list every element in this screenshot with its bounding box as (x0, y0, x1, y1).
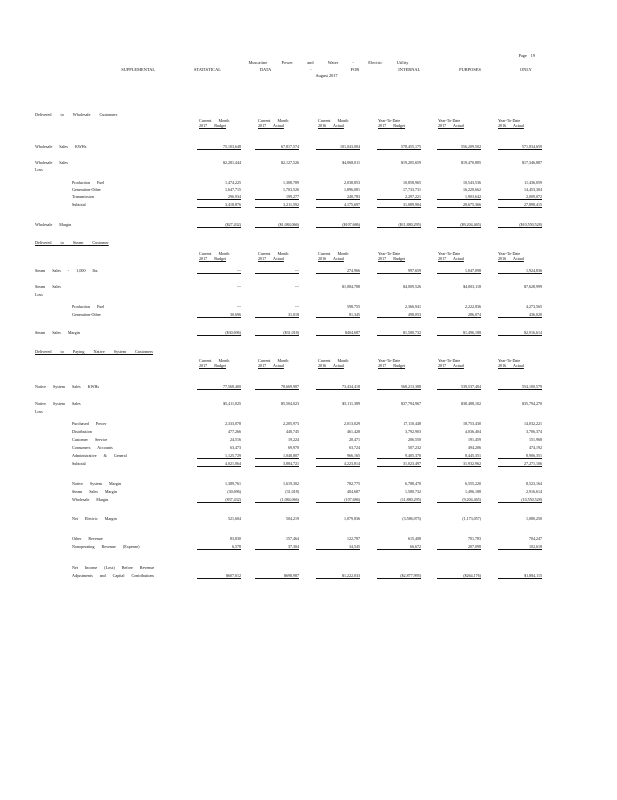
row-value: 1,703,526 (283, 187, 299, 192)
table-row (0, 536, 617, 544)
row-value: --- (295, 304, 299, 309)
row-value: 34,545 (316, 544, 360, 550)
row-value: --- (197, 268, 241, 274)
row-value: $1,496,188 (437, 330, 481, 336)
column-header (318, 118, 358, 129)
row-value: 31,089,904 (377, 202, 421, 208)
row-value: (1,084,066) (255, 497, 299, 503)
column-header (438, 251, 478, 262)
row-value: $2,127,526 (281, 160, 299, 165)
row-label: Subtotal (72, 202, 86, 207)
row-label: Steam Sales (35, 284, 61, 289)
row-value: --- (237, 304, 241, 309)
loss-label: Loss (35, 409, 43, 414)
row-value: 997,659 (377, 268, 421, 274)
row-value: 24,516 (230, 437, 241, 442)
row-value: 67,817,574 (255, 144, 299, 150)
row-value: 701,783 (468, 536, 481, 541)
row-value: 3,706,374 (526, 429, 542, 434)
row-value: 3,792,903 (405, 429, 421, 434)
row-label: Subtotal (72, 461, 86, 466)
row-value: 14,453,304 (524, 187, 542, 192)
row-label: Adjustments and Capital Contributions (72, 573, 155, 578)
column-header (258, 358, 298, 369)
row-value: 1,047,098 (437, 268, 481, 274)
column-header-line2: 2016 Actual (498, 123, 524, 129)
row-value: 507,232 (408, 445, 421, 450)
row-value: $5,111,389 (342, 401, 360, 406)
column-header-line2: 2017 Budget (199, 363, 227, 369)
row-value: 1,079,836 (344, 516, 360, 521)
row-value: $7,628,999 (524, 284, 542, 289)
row-value: 6,578 (197, 544, 241, 550)
row-value: 122,787 (347, 536, 360, 541)
row-value: 1,474,225 (225, 180, 241, 185)
table-row (0, 437, 617, 445)
table-row (0, 401, 617, 409)
section-native-title: Delivered to Paying Native System Customers (35, 349, 154, 354)
row-label: Distribution (72, 429, 92, 434)
row-label: Steam Sales - 1,000 lbs. (35, 268, 99, 273)
row-value: $404,687 (316, 330, 360, 336)
row-value: $4,009,526 (403, 284, 421, 289)
row-value: 1,647,715 (225, 187, 241, 192)
column-header (378, 251, 418, 262)
header-date: August 2017 (315, 73, 338, 79)
column-header (438, 358, 478, 369)
table-row (0, 304, 617, 312)
row-value: 539,537,404 (437, 384, 481, 390)
row-value: (3,586,075) (402, 516, 421, 521)
row-value: 27,898,415 (498, 202, 542, 208)
row-value: 598,755 (347, 304, 360, 309)
column-header (258, 251, 298, 262)
row-value: 4,273,565 (526, 304, 542, 309)
column-header-line2: 2017 Budget (199, 256, 227, 262)
net-income-label-line1: Net Income (Loss) Before Revenue (72, 565, 155, 570)
column-header-line1: Year-To-Date (498, 358, 521, 363)
row-value: 274,966 (316, 268, 360, 274)
row-value: 504,219 (286, 516, 299, 521)
row-value: 240,783 (316, 194, 360, 200)
row-value: 191,459 (468, 437, 481, 442)
row-value: 30,696 (197, 312, 241, 318)
row-value: 69,970 (288, 445, 299, 450)
header-title: SUPPLEMENTAL STATISTICAL DATA - FOR INTERNAL PURPOSES ONLY (121, 66, 532, 72)
row-value: 102,618 (498, 544, 542, 550)
row-value: 1,903,642 (437, 194, 481, 200)
page-number: Page 19 (518, 53, 535, 58)
column-header-line2: 2017 Budget (378, 363, 406, 369)
row-value: 1,125,729 (197, 453, 241, 459)
row-value: 966,165 (316, 453, 360, 459)
row-value: --- (295, 284, 299, 289)
row-value: 568,213,388 (377, 384, 421, 390)
row-label: Generation-Other (72, 312, 101, 317)
column-header-line2: 2017 Budget (378, 123, 406, 129)
row-value: 78,669,987 (255, 384, 299, 390)
row-label: Native System Sales KWHs (35, 384, 100, 389)
section-steam-title: Delivered to Steam Customer (35, 240, 109, 245)
table-row (0, 497, 617, 505)
row-value: 18,753,430 (463, 421, 481, 426)
table-row (0, 330, 617, 338)
row-value: $2,281,444 (223, 160, 241, 165)
row-value: 157,464 (286, 536, 299, 541)
table-row (0, 160, 617, 168)
row-value: 440,745 (286, 429, 299, 434)
row-value: 2,013,029 (344, 421, 360, 426)
table-row (0, 222, 617, 230)
row-label: Transmission (72, 194, 94, 199)
row-value: (837,432) (197, 497, 241, 503)
column-header-line2: 2016 Actual (498, 363, 524, 369)
row-label: Net Electric Margin (72, 516, 117, 521)
row-value: 75,103,648 (197, 144, 241, 150)
row-value: 199,277 (255, 194, 299, 200)
row-value: 16,220,662 (463, 187, 481, 192)
row-value: 151,968 (529, 437, 542, 442)
row-value: 81,345 (316, 312, 360, 318)
column-header (199, 251, 239, 262)
column-header (199, 358, 239, 369)
row-value: $38,488,102 (461, 401, 481, 406)
row-value: $4,003,118 (463, 284, 481, 289)
row-label: Wholesale Sales KWHs (35, 144, 87, 149)
row-value: 6,788,470 (405, 481, 421, 486)
row-label: Production Fuel (72, 304, 105, 309)
row-value: 1,580,732 (405, 489, 421, 494)
row-label: Native System Margin (72, 481, 121, 486)
table-row (0, 453, 617, 461)
row-label: Native System Sales (35, 401, 81, 406)
column-header-line1: Current Month (199, 251, 230, 256)
row-value: 31,023,497 (377, 461, 421, 467)
row-value: 404,687 (347, 489, 360, 494)
row-value: 2,333,078 (225, 421, 241, 426)
row-value: 1,308,789 (283, 180, 299, 185)
section-wholesale-title: Delivered to Wholesale Customers (35, 112, 118, 117)
row-value: 554,100,579 (498, 384, 542, 390)
column-header-line2: 2017 Actual (258, 123, 284, 129)
column-header-line1: Current Month (318, 358, 349, 363)
row-value: 27,271,106 (498, 461, 542, 467)
table-row (0, 429, 617, 437)
row-value: (11,880,295) (377, 497, 421, 503)
table-row (0, 194, 617, 202)
column-header (438, 118, 478, 129)
row-value: 63,724 (349, 445, 360, 450)
row-label: Wholesale Margin (72, 497, 109, 502)
column-header-line1: Current Month (258, 251, 289, 256)
row-value: 2,297,221 (377, 194, 421, 200)
row-value: 2,222,836 (465, 304, 481, 309)
row-label: Consumers Accounts (72, 445, 113, 450)
row-value: 66,672 (377, 544, 421, 550)
row-value: $1,884,115 (498, 573, 542, 579)
row-value: 782,775 (347, 481, 360, 486)
row-value: 2,038,853 (344, 180, 360, 185)
column-header (199, 118, 239, 129)
row-value: 704,247 (529, 536, 542, 541)
row-value: 206,550 (408, 437, 421, 442)
column-header (498, 118, 538, 129)
row-value: 556,209,502 (437, 144, 481, 150)
column-header-line2: 2017 Actual (258, 256, 284, 262)
row-value: (10,550,528) (498, 497, 542, 503)
row-value: $17,346,887 (522, 160, 542, 165)
row-value: 477,266 (228, 429, 241, 434)
column-header-line2: 2016 Actual (318, 256, 344, 262)
report-header (0, 60, 617, 80)
row-value: $1,580,732 (377, 330, 421, 336)
column-header-line1: Current Month (258, 358, 289, 363)
row-value: ($2,877,995) (377, 573, 421, 579)
row-value: $1,084,788 (342, 284, 360, 289)
row-value: ($10,550,528) (498, 222, 542, 228)
loss-label: Loss (35, 292, 43, 297)
row-label: Administrative & General (72, 453, 127, 458)
row-value: 28,675,366 (437, 202, 481, 208)
table-row (0, 445, 617, 453)
row-value: 615,408 (408, 536, 421, 541)
row-value: ($31,018) (255, 330, 299, 336)
table-row (0, 312, 617, 320)
row-label: Nonoperating Revenue (Expense) (72, 544, 140, 549)
row-label: Wholesale Margin (35, 222, 72, 227)
column-header (318, 358, 358, 369)
row-value: ($30,696) (197, 330, 241, 336)
row-value: 20,471 (349, 437, 360, 442)
column-header (378, 118, 418, 129)
column-header-line1: Year-To-Date (378, 118, 401, 123)
row-value: 521,604 (228, 516, 241, 521)
row-value: 77,568,400 (197, 384, 241, 390)
row-value: ($1,084,066) (255, 222, 299, 228)
table-row (0, 516, 617, 524)
column-header-line1: Year-To-Date (438, 118, 461, 123)
row-value: 2,366,941 (405, 304, 421, 309)
row-value: ($107,686) (316, 222, 360, 228)
row-label: Production Fuel (72, 180, 105, 185)
row-value: 10,543,536 (463, 180, 481, 185)
row-value: 1,040,807 (255, 453, 299, 459)
table-row (0, 421, 617, 429)
table-row (0, 144, 617, 152)
row-value: 63,473 (230, 445, 241, 450)
row-value: 4,036,404 (465, 429, 481, 434)
column-header-line1: Current Month (318, 251, 349, 256)
table-row (0, 268, 617, 276)
row-value: $1,222,033 (316, 573, 360, 579)
table-row (0, 489, 617, 497)
row-label: Customer Service (72, 437, 108, 442)
row-value: 31,932,962 (437, 461, 481, 467)
row-value: 19,224 (288, 437, 299, 442)
row-value: 3,884,721 (255, 461, 299, 467)
row-value: (31,018) (285, 489, 299, 494)
row-value: 436,020 (498, 312, 542, 318)
column-header-line2: 2017 Actual (258, 363, 284, 369)
row-value: 1,896,081 (344, 187, 360, 192)
table-row (0, 544, 617, 552)
row-value: $35,794,270 (522, 401, 542, 406)
row-value: 207,098 (437, 544, 481, 550)
column-header-line2: 2016 Actual (498, 256, 524, 262)
row-value: $5,411,025 (223, 401, 241, 406)
column-header-line2: 2016 Actual (318, 123, 344, 129)
column-header (318, 251, 358, 262)
row-value: $2,916,614 (498, 330, 542, 336)
column-header-line1: Current Month (199, 358, 230, 363)
row-label: Steam Sales Margin (35, 330, 80, 335)
row-value: --- (255, 268, 299, 274)
row-value: 11,436,059 (524, 180, 542, 185)
row-value: 2,205,973 (283, 421, 299, 426)
column-header-line2: 2017 Actual (438, 256, 464, 262)
column-header-line2: 2016 Actual (318, 363, 344, 369)
column-header-line1: Year-To-Date (498, 118, 521, 123)
row-value: 296,934 (197, 194, 241, 200)
column-header-line2: 2017 Budget (378, 256, 406, 262)
row-value: 4,021,064 (197, 461, 241, 467)
row-value: 10,858,965 (403, 180, 421, 185)
row-label: Purchased Power (72, 421, 107, 426)
row-value: 461,428 (347, 429, 360, 434)
row-value: 17,733,731 (403, 187, 421, 192)
loss-label: Loss (35, 167, 43, 172)
row-value: 8,906,351 (498, 453, 542, 459)
column-header-line1: Year-To-Date (438, 251, 461, 256)
row-value: 9,405,370 (377, 453, 421, 459)
row-value: 2,009,072 (498, 194, 542, 200)
row-value: 101,043,004 (316, 144, 360, 150)
row-value: 83,830 (230, 536, 241, 541)
column-header-line1: Year-To-Date (438, 358, 461, 363)
row-value: (1,173,057) (462, 516, 481, 521)
row-value: $37,794,967 (401, 401, 421, 406)
row-value: ($9,204,465) (437, 222, 481, 228)
row-value: $607,012 (197, 573, 241, 579)
row-value: 1,496,188 (465, 489, 481, 494)
column-header-line2: 2017 Budget (199, 123, 227, 129)
table-row (0, 384, 617, 392)
column-header-line2: 2017 Actual (438, 363, 464, 369)
row-value: $4,068,011 (342, 160, 360, 165)
row-value: 6,555,220 (465, 481, 481, 486)
row-value: 37,304 (255, 544, 299, 550)
row-label: Steam Sales Margin (72, 489, 117, 494)
table-row (0, 461, 617, 469)
row-value: 498,053 (377, 312, 421, 318)
table-row (0, 202, 617, 210)
row-value: 8,445,351 (437, 453, 481, 459)
row-value: 1,924,836 (498, 268, 542, 274)
row-value: ($11,880,295) (377, 222, 421, 228)
row-value: 31,018 (255, 312, 299, 318)
row-value: 1,080,250 (526, 516, 542, 521)
row-label: Wholesale Sales (35, 160, 68, 165)
row-value: ($27,432) (197, 222, 241, 228)
row-value: 73,434,418 (316, 384, 360, 390)
row-value: $19,205,659 (401, 160, 421, 165)
row-value: 578,455,175 (377, 144, 421, 150)
row-value: 3,211,592 (255, 202, 299, 208)
table-row (0, 284, 617, 292)
column-header-line1: Year-To-Date (378, 251, 401, 256)
table-row (0, 573, 617, 581)
row-value: 571,834,659 (498, 144, 542, 150)
row-label: Other Revenue (72, 536, 103, 541)
column-header-line1: Current Month (318, 118, 349, 123)
row-value: $698,987 (255, 573, 299, 579)
row-value: 494,206 (468, 445, 481, 450)
column-header-line1: Year-To-Date (498, 251, 521, 256)
column-header (498, 251, 538, 262)
table-row (0, 481, 617, 489)
column-header-line1: Current Month (258, 118, 289, 123)
row-value: 3,418,876 (197, 202, 241, 208)
row-value: $19,470,885 (461, 160, 481, 165)
column-header (378, 358, 418, 369)
row-value: $5,504,023 (281, 401, 299, 406)
row-value: 474,192 (529, 445, 542, 450)
row-value: 8,523,164 (526, 481, 542, 486)
row-value: 4,175,697 (316, 202, 360, 208)
row-value: ($264,176) (437, 573, 481, 579)
column-header (498, 358, 538, 369)
header-company: Muscatine Power and Water - Electric Utility (248, 60, 409, 65)
row-value: 17,110,448 (403, 421, 421, 426)
column-header-line2: 2017 Actual (438, 123, 464, 129)
row-value: 4,223,814 (316, 461, 360, 467)
row-value: 14,032,221 (524, 421, 542, 426)
row-value: (107,686) (316, 497, 360, 503)
row-value: 1,619,302 (283, 481, 299, 486)
column-header (258, 118, 298, 129)
column-header-line1: Current Month (199, 118, 230, 123)
row-value: (30,696) (227, 489, 241, 494)
row-value: 2,916,614 (526, 489, 542, 494)
row-label: Generation-Other (72, 187, 101, 192)
row-value: 286,074 (437, 312, 481, 318)
column-header-line1: Year-To-Date (378, 358, 401, 363)
row-value: (9,204,465) (437, 497, 481, 503)
row-value: 1,389,761 (225, 481, 241, 486)
row-value: --- (237, 284, 241, 289)
